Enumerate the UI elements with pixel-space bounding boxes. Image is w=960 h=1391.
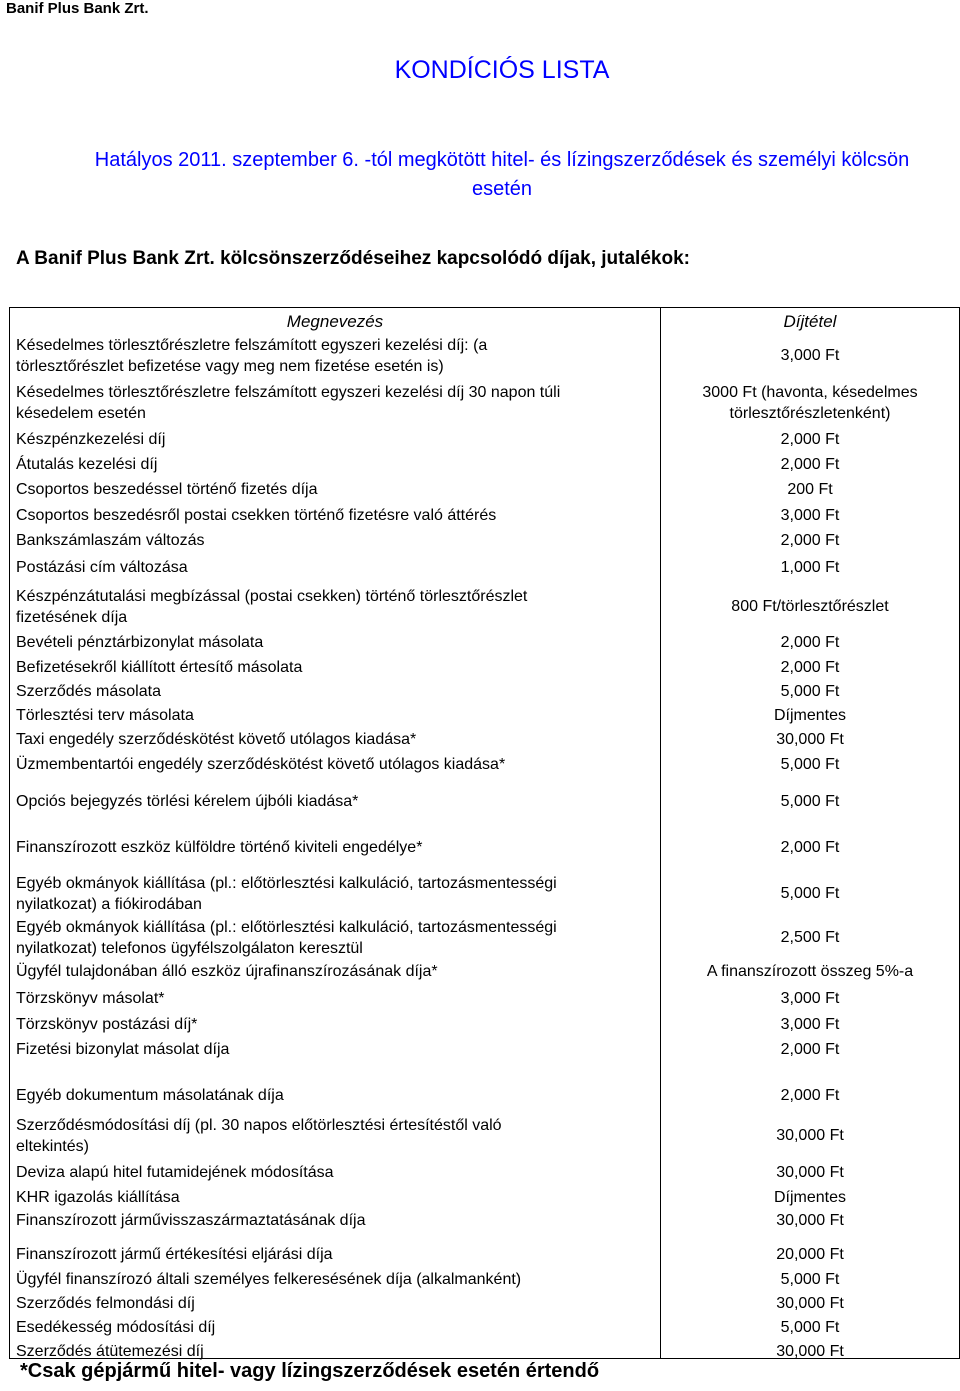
fee-row-name: Készpénzátutalási megbízással (postai csekken) történő törlesztőrészlet [16,588,528,605]
fee-row-name: Fizetési bizonylat másolat díja [16,1041,230,1058]
fee-row-name: Szerződés átütemezési díj [16,1343,204,1360]
fee-row-value: 5,000 Ft [780,793,840,810]
fee-row-name: Bevételi pénztárbizonylat másolata [16,634,264,651]
fee-row-value: 30,000 Ft [776,1295,844,1312]
fee-row-name: Késedelmes törlesztőrészletre felszámított egyszeri kezelési díj 30 napon túli [16,384,561,401]
fee-row-value: 5,000 Ft [780,683,840,700]
fee-row-value: 5,000 Ft [780,1271,840,1288]
fee-row-value: 20,000 Ft [776,1246,844,1263]
fee-row-value: 2,000 Ft [780,634,840,651]
fee-row-name: KHR igazolás kiállítása [16,1189,180,1206]
fee-row-name: Finanszírozott eszköz külföldre történő kiviteli engedélye* [16,839,423,856]
fee-row-value: 2,000 Ft [780,1087,840,1104]
fee-row-value: 2,000 Ft [780,839,840,856]
fee-row-value: 30,000 Ft [776,1212,844,1229]
fee-row-name: nyilatkozat) telefonos ügyfélszolgálaton keresztül [16,940,363,957]
fee-row-value: 2,000 Ft [780,456,840,473]
fee-row-name: Készpénzkezelési díj [16,431,166,448]
fee-row-value: 5,000 Ft [780,756,840,773]
fee-row-name: Finanszírozott jármű értékesítési eljárási díja [16,1246,333,1263]
fee-row-value: 2,500 Ft [780,929,840,946]
fee-row-name: Törzskönyv másolat* [16,990,165,1007]
fee-row-value: 5,000 Ft [780,1319,840,1336]
fee-row-value: 3,000 Ft [780,347,840,364]
fee-row-name: Szerződésmódosítási díj (pl. 30 napos előtörlesztési értesítéstől való [16,1117,502,1134]
fee-row-name: Szerződés felmondási díj [16,1295,195,1312]
fee-row-value: Díjmentes [773,707,847,724]
fee-row-name: Csoportos beszedéssel történő fizetés díja [16,481,318,498]
fee-row-value: 200 Ft [787,481,833,498]
validity-subtitle [0,146,960,204]
fee-row-value: 30,000 Ft [776,1164,844,1181]
fee-row-value: 30,000 Ft [776,731,844,748]
fee-row-name: Esedékesség módosítási díj [16,1319,216,1336]
fee-row-name: Postázási cím változása [16,559,188,576]
fee-row-value: 2,000 Ft [780,431,840,448]
subtitle-line-1: Hatályos 2011. szeptember 6. -tól megkötött hitel- és lízingszerződések és személyi kölcsön [94,149,910,171]
footnote: *Csak gépjármű hitel- vagy lízingszerződések esetén értendő [20,1360,600,1382]
fee-row-value: 1,000 Ft [780,559,840,576]
fee-row-value: 2,000 Ft [780,532,840,549]
fee-row-name: Átutalás kezelési díj [16,456,158,473]
fee-row-name: eltekintés) [16,1138,89,1155]
fee-row-name: késedelem esetén [16,405,146,422]
fee-row-name: fizetésének díja [16,609,128,626]
fee-row-value: 3000 Ft (havonta, késedelmes [702,384,918,401]
fee-row-name: nyilatkozat) a fiókirodában [16,896,202,913]
fee-row-name: Egyéb okmányok kiállítása (pl.: előtörlesztési kalkuláció, tartozásmentességi [16,919,557,936]
fee-row-name: Finanszírozott járművisszaszármaztatásának díja [16,1212,366,1229]
page-title: KONDÍCIÓS LISTA [394,56,610,84]
column-header-fee: Díjtétel [783,312,837,331]
fee-row-name: Taxi engedély szerződéskötést követő utólagos kiadása* [16,731,417,748]
fee-row-name: Ügyfél tulajdonában álló eszköz újrafinanszírozásának díja* [16,963,438,980]
fee-row-name: Opciós bejegyzés törlési kérelem újbóli kiadása* [16,793,359,810]
fee-row-value: A finanszírozott összeg 5%-a [706,963,914,980]
fee-row-name: Késedelmes törlesztőrészletre felszámított egyszeri kezelési díj: (a [16,337,488,354]
fee-row-value: 3,000 Ft [780,507,840,524]
fee-row-name: Ügyfél finanszírozó általi személyes felkeresésének díja (alkalmanként) [16,1271,522,1288]
fee-row-value: 30,000 Ft [776,1343,844,1360]
fee-row-value: 2,000 Ft [780,1041,840,1058]
bank-name: Banif Plus Bank Zrt. [6,0,149,17]
fee-row-value: Díjmentes [773,1189,847,1206]
fee-row-name: Törzskönyv postázási díj* [16,1016,198,1033]
fee-row-name: Egyéb okmányok kiállítása (pl.: előtörlesztési kalkuláció, tartozásmentességi [16,875,557,892]
subtitle-line-2: esetén [471,178,533,200]
fee-row-name: Egyéb dokumentum másolatának díja [16,1087,284,1104]
fee-row-name: Szerződés másolata [16,683,161,700]
fee-row-value: 2,000 Ft [780,659,840,676]
fee-row-name: Bankszámlaszám változás [16,532,205,549]
fee-row-name: Üzmembentartói engedély szerződéskötést követő utólagos kiadása* [16,756,506,773]
fee-row-name: törlesztőrészlet befizetése vagy meg nem fizetése esetén is) [16,358,444,375]
fee-row-value: 3,000 Ft [780,1016,840,1033]
fee-row-value: 800 Ft/törlesztőrészlet [731,598,889,615]
fees-intro: A Banif Plus Bank Zrt. kölcsönszerződéseihez kapcsolódó díjak, jutalékok: [16,248,690,269]
fee-row-value: 5,000 Ft [780,885,840,902]
fee-row-name: Deviza alapú hitel futamidejének módosítása [16,1164,334,1181]
fee-row-value: 30,000 Ft [776,1127,844,1144]
fee-row-value: 3,000 Ft [780,990,840,1007]
name-column [10,308,661,1359]
fee-row-value: törlesztőrészletenként) [729,405,891,422]
fee-column [661,308,960,1359]
fee-table [9,307,960,1359]
fee-row-name: Befizetésekről kiállított értesítő másolata [16,659,303,676]
fee-row-name: Törlesztési terv másolata [16,707,194,724]
column-header-name: Megnevezés [286,312,384,331]
fee-row-name: Csoportos beszedésről postai csekken történő fizetésre való áttérés [16,507,497,524]
